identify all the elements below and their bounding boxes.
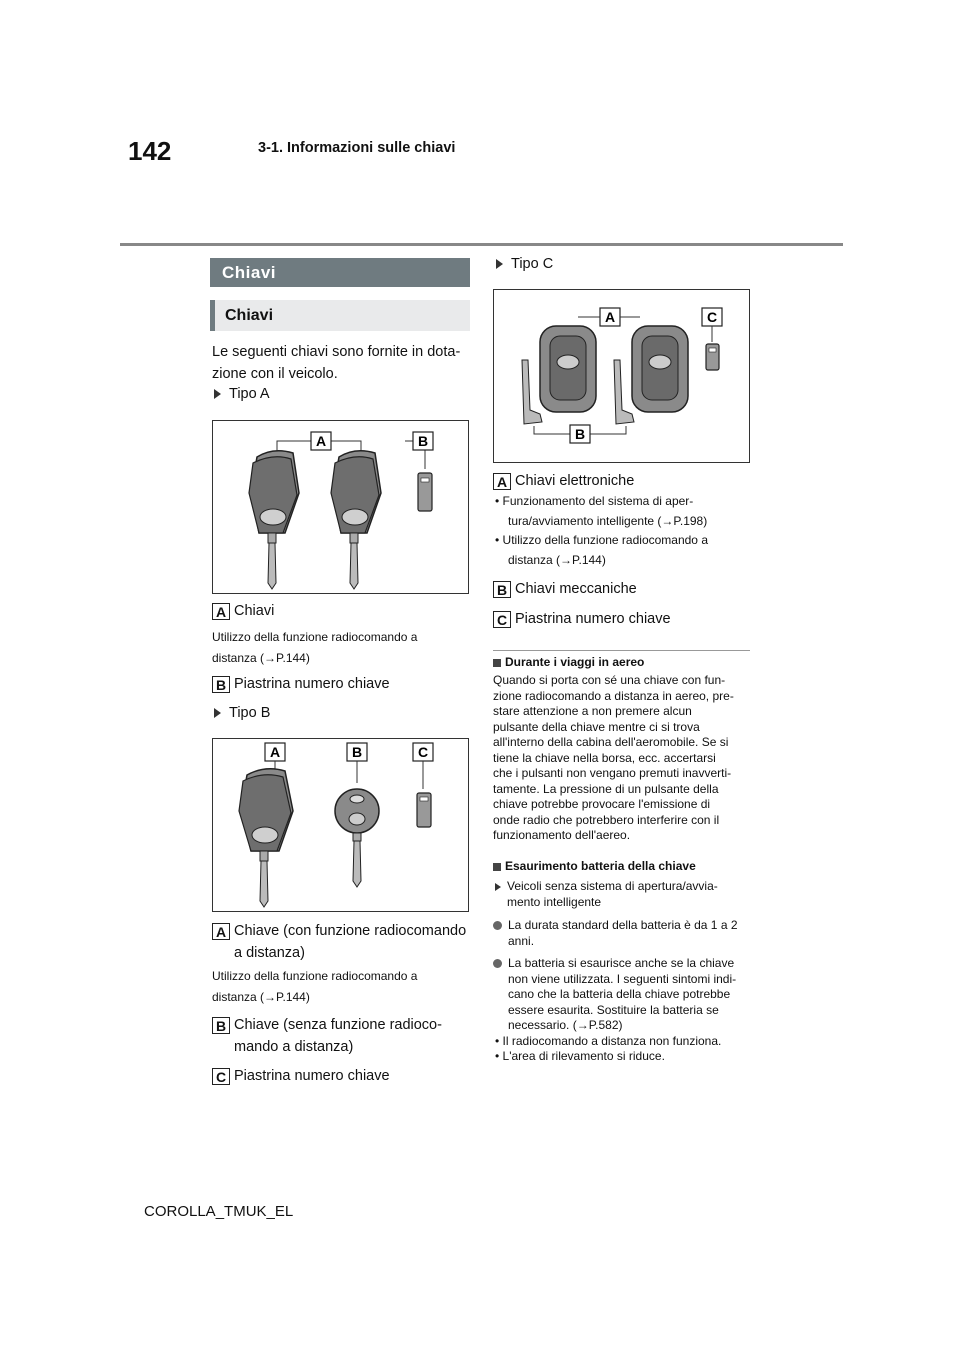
badge-a: A bbox=[212, 603, 230, 620]
mechanical-key bbox=[335, 789, 379, 887]
legend-c-a: A Chiavi elettroniche bbox=[493, 470, 634, 492]
battery-title: Esaurimento batteria della chiave bbox=[493, 859, 696, 875]
label-c: C bbox=[417, 744, 429, 760]
legend-c-c: C Piastrina numero chiave bbox=[493, 608, 671, 630]
square-bullet-icon bbox=[493, 659, 501, 667]
legend-b-b: B Chiave (senza funzione radioco- mando a distanza) bbox=[212, 1014, 442, 1058]
triangle-bullet-icon bbox=[495, 883, 501, 891]
triangle-bullet-icon bbox=[214, 708, 221, 718]
badge-b: B bbox=[493, 581, 511, 598]
battery-symptoms-text: La batteria si esaurisce anche se la chiave non viene utilizzata. I seguenti sintomi indi- cano che la batteria della chiave potrebbe essere esaurita. Sostituire la batteria se necessario. (→P.582) • Il radiocomando a distanza non funziona. • L'area di rilevamento si riduce. bbox=[495, 956, 737, 1063]
legend-a-chiavi: A Chiavi bbox=[212, 600, 274, 622]
badge-a: A bbox=[493, 473, 511, 490]
legend-b-piastrina: B Piastrina numero chiave bbox=[212, 673, 390, 695]
legend-b-c: C Piastrina numero chiave bbox=[212, 1065, 390, 1087]
figure-tipo-a bbox=[212, 420, 469, 594]
section-banner: Chiavi bbox=[210, 258, 470, 287]
legend-c-b: B Chiavi meccaniche bbox=[493, 578, 637, 600]
badge-a: A bbox=[212, 923, 230, 940]
circle-bullet-icon bbox=[493, 921, 502, 930]
tipo-b-heading: Tipo B bbox=[214, 705, 270, 721]
bullet-smart-system: • Funzionamento del sistema di aper- tura/avviamento intelligente (→P.198) bbox=[495, 494, 708, 528]
triangle-bullet-icon bbox=[214, 389, 221, 399]
tipo-b-illustration bbox=[213, 739, 468, 911]
badge-c: C bbox=[212, 1068, 230, 1085]
smart-key-2 bbox=[614, 326, 688, 424]
intro-text: Le seguenti chiavi sono fornite in dota- zione con il veicolo. bbox=[212, 344, 461, 382]
section-title: 3-1. Informazioni sulle chiavi bbox=[258, 140, 456, 156]
square-bullet-icon bbox=[493, 863, 501, 871]
figure-tipo-b bbox=[212, 738, 469, 912]
battery-life-text: La durata standard della batteria è da 1 a 2 anni. bbox=[493, 918, 738, 949]
number-plate bbox=[417, 793, 431, 827]
number-plate bbox=[706, 344, 719, 370]
triangle-bullet-icon bbox=[496, 259, 503, 269]
label-b: B bbox=[351, 744, 363, 760]
key-fob-2 bbox=[331, 451, 381, 589]
bullet-remote: • Utilizzo della funzione radiocomando a distanza (→P.144) bbox=[495, 533, 708, 567]
label-b: B bbox=[417, 433, 429, 449]
badge-b: B bbox=[212, 1017, 230, 1034]
battery-subhead: Veicoli senza sistema di apertura/avvia- mento intelligente bbox=[495, 879, 718, 910]
page-number: 142 bbox=[128, 136, 172, 166]
travel-title: Durante i viaggi in aereo bbox=[493, 655, 644, 671]
number-plate bbox=[418, 473, 432, 511]
figure-tipo-c bbox=[493, 289, 750, 463]
footer-code: COROLLA_TMUK_EL bbox=[144, 1203, 294, 1220]
travel-paragraph: Quando si porta con sé una chiave con fun- zione radiocomando a distanza in aereo, pre- stare attenzione a non premere alcun pulsante della chiave mentre ci si trova all'interno della cabina dell'aeromobile. Se si tiene la chiave nella borsa, ecc. accertarsi che i pulsanti non vengano premuti inavverti- tamente. La pressione di un pulsante della chiave potrebbe provocare l'emissione di onde radio che potrebbero interferire con il funzionamento dell'aereo. bbox=[493, 673, 734, 842]
tipo-a-heading: Tipo A bbox=[214, 386, 270, 402]
tipo-c-illustration bbox=[494, 290, 749, 462]
key-fob-1 bbox=[249, 451, 299, 589]
badge-c: C bbox=[493, 611, 511, 628]
divider bbox=[493, 650, 750, 651]
label-b: B bbox=[574, 426, 586, 442]
legend-b-a: A Chiave (con funzione radiocomando a distanza) bbox=[212, 920, 466, 964]
label-a: A bbox=[604, 309, 616, 325]
badge-b: B bbox=[212, 676, 230, 693]
subheading: Chiavi bbox=[210, 300, 470, 331]
note-tipo-a: Utilizzo della funzione radiocomando a distanza (→P.144) bbox=[212, 630, 418, 665]
label-a: A bbox=[315, 433, 327, 449]
label-c: C bbox=[706, 309, 718, 325]
tipo-c-heading: Tipo C bbox=[496, 256, 553, 272]
smart-key-1 bbox=[522, 326, 596, 424]
tipo-a-illustration bbox=[213, 421, 468, 593]
remote-key bbox=[239, 769, 293, 907]
circle-bullet-icon bbox=[493, 959, 502, 968]
note-tipo-b: Utilizzo della funzione radiocomando a distanza (→P.144) bbox=[212, 969, 418, 1004]
header-rule bbox=[120, 243, 843, 246]
label-a: A bbox=[269, 744, 281, 760]
